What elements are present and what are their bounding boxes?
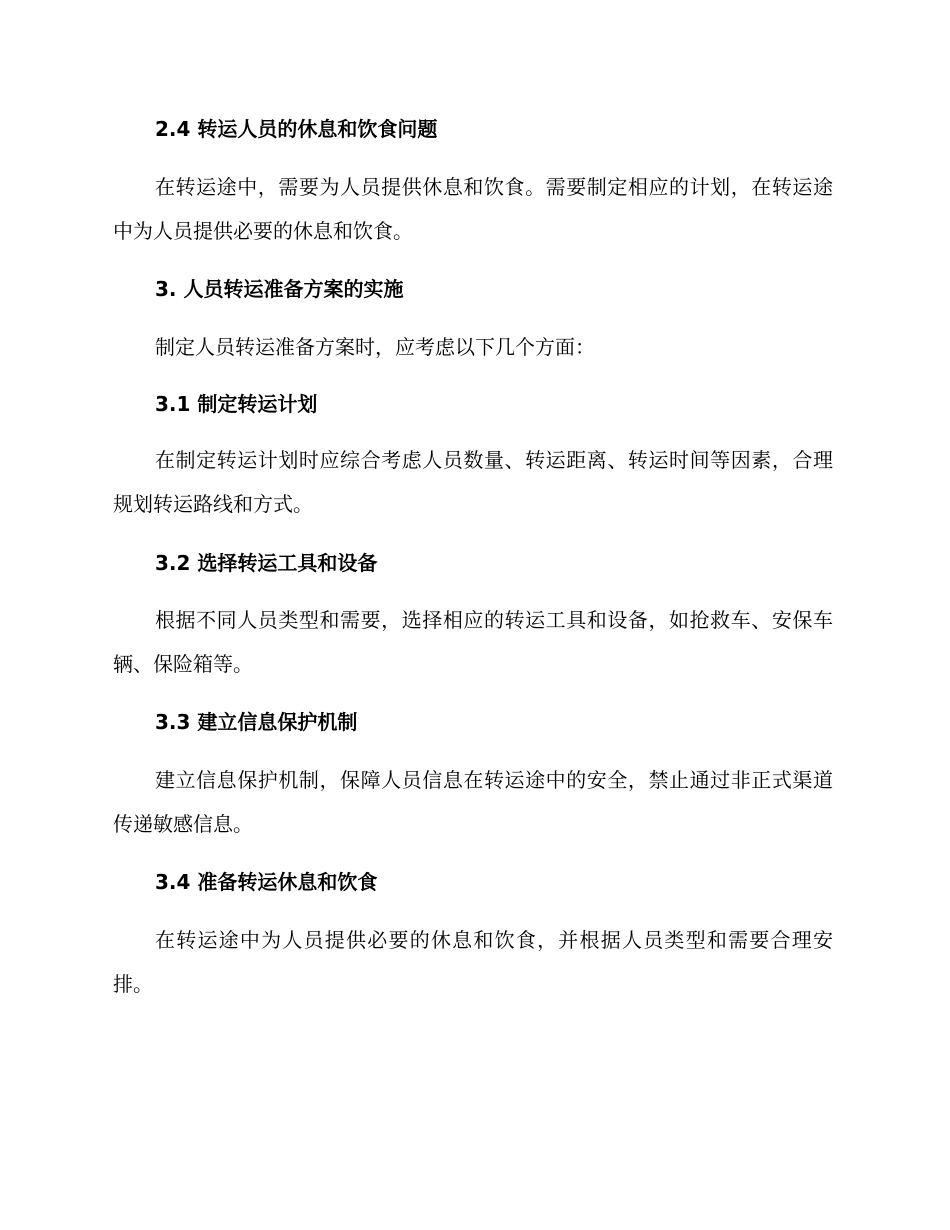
section-heading-3-1: 3.1 制定转运计划 bbox=[155, 392, 318, 416]
paragraph-rest-meals-prep: 在转运途中为人员提供必要的休息和饮食，并根据人员类型和需要合理安排。 bbox=[113, 928, 833, 996]
section-heading-3-3: 3.3 建立信息保护机制 bbox=[155, 710, 358, 734]
paragraph-info-protection: 建立信息保护机制，保障人员信息在转运途中的安全，禁止通过非正式渠道传递敏感信息。 bbox=[113, 768, 833, 836]
section-heading-3: 3. 人员转运准备方案的实施 bbox=[155, 277, 404, 301]
paragraph-rest-and-meals: 在转运途中，需要为人员提供休息和饮食。需要制定相应的计划，在转运途中为人员提供必要的休息和饮食。 bbox=[113, 175, 833, 243]
paragraph-transfer-tools: 根据不同人员类型和需要，选择相应的转运工具和设备，如抢救车、安保车辆、保险箱等。 bbox=[113, 608, 833, 676]
section-heading-3-4: 3.4 准备转运休息和饮食 bbox=[155, 870, 378, 894]
paragraph-transfer-plan: 在制定转运计划时应综合考虑人员数量、转运距离、转运时间等因素，合理规划转运路线和方式。 bbox=[113, 448, 833, 516]
section-heading-2-4: 2.4 转运人员的休息和饮食问题 bbox=[155, 117, 438, 141]
section-heading-3-2: 3.2 选择转运工具和设备 bbox=[155, 551, 378, 575]
paragraph-aspects-intro: 制定人员转运准备方案时，应考虑以下几个方面： bbox=[155, 335, 595, 359]
